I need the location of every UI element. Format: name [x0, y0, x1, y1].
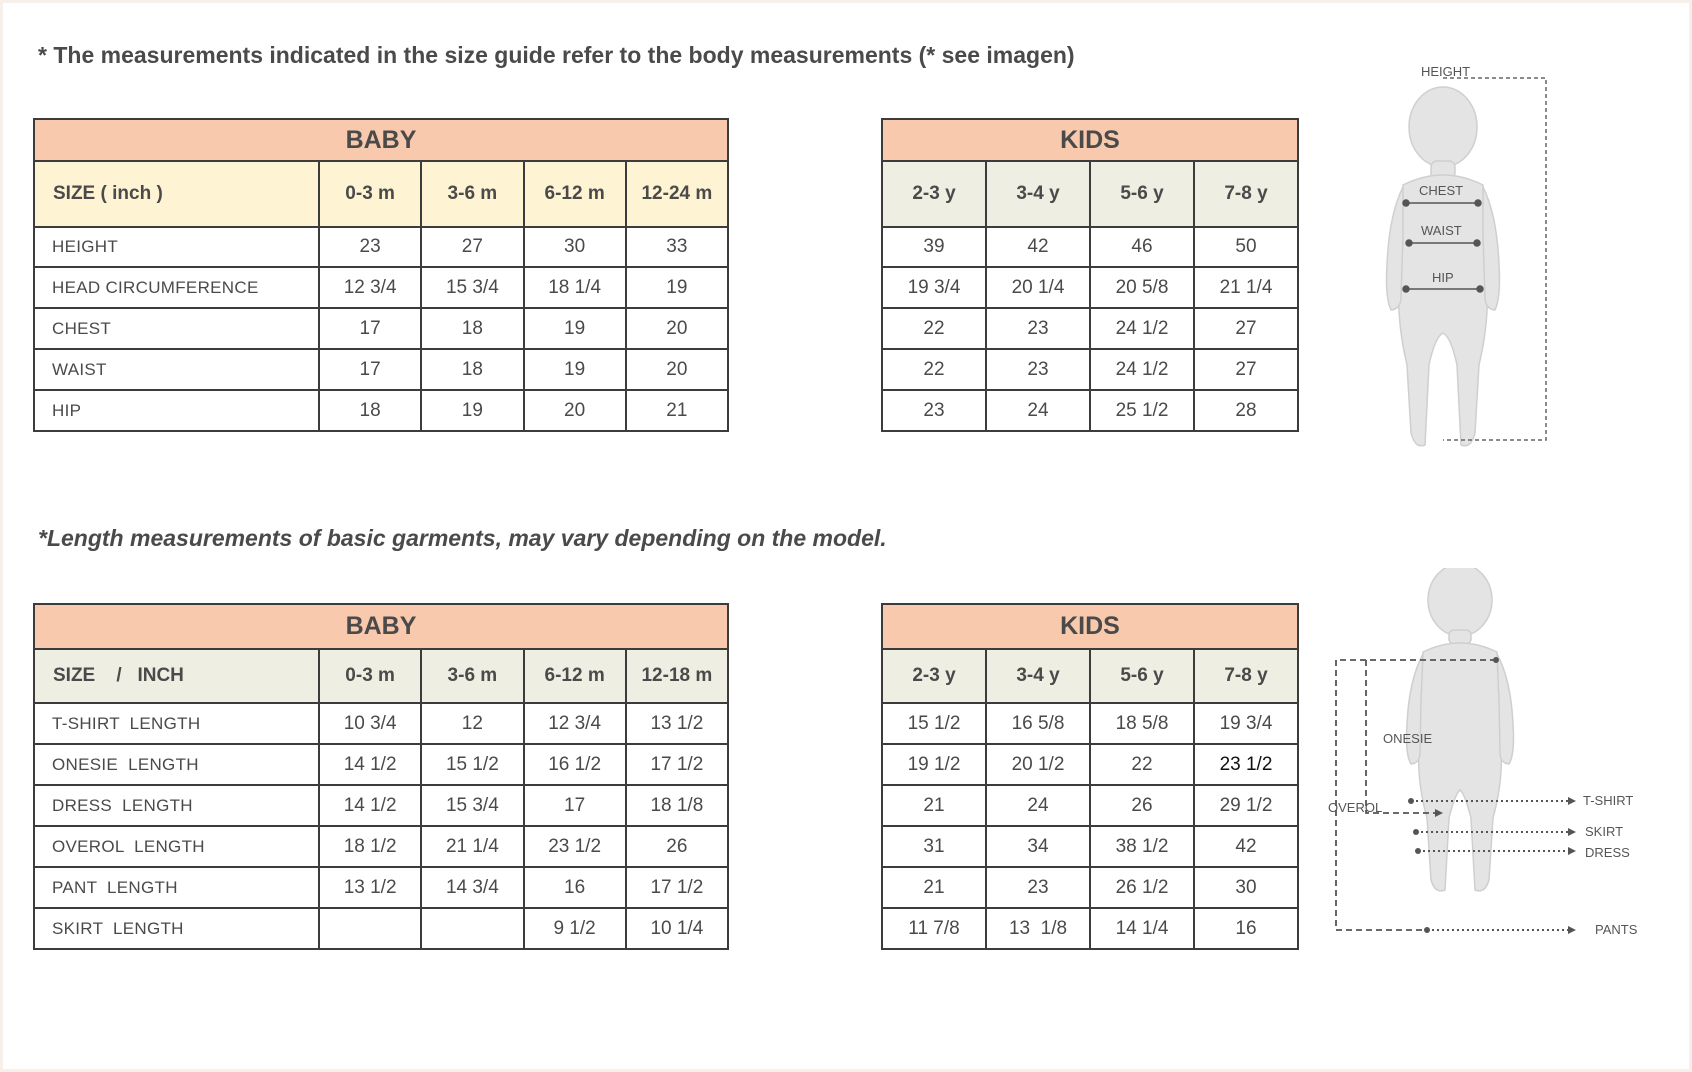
child-silhouette	[1387, 87, 1500, 446]
table-cell: 27	[1194, 349, 1298, 390]
table-row	[882, 267, 1298, 308]
size-column-label: SIZE / INCH	[34, 649, 319, 703]
table-cell: 14 1/2	[319, 744, 421, 785]
measurement-label: HIP	[34, 390, 319, 431]
table-cell: 21	[626, 390, 728, 431]
table-cell: 10 3/4	[319, 703, 421, 744]
garment-label: T-SHIRT LENGTH	[34, 703, 319, 744]
table-cell: 23	[986, 308, 1090, 349]
table-row	[882, 785, 1298, 826]
table-cell: 19 3/4	[882, 267, 986, 308]
table-cell: 19 1/2	[882, 744, 986, 785]
measurement-label: HEAD CIRCUMFERENCE	[34, 267, 319, 308]
table-cell: 20	[626, 349, 728, 390]
table-row	[34, 390, 728, 431]
table-cell: 18 1/4	[524, 267, 626, 308]
table-cell: 15 1/2	[882, 703, 986, 744]
length-measurements-note: *Length measurements of basic garments, may vary depending on the model.	[38, 525, 887, 551]
table-cell: 30	[1194, 867, 1298, 908]
table-cell: 42	[1194, 826, 1298, 867]
table-cell: 23	[319, 227, 421, 267]
table-row	[882, 744, 1298, 785]
table-cell: 21 1/4	[421, 826, 523, 867]
table-cell: 24 1/2	[1090, 349, 1194, 390]
measurement-label: WAIST	[34, 349, 319, 390]
size-header: 7-8 y	[1194, 649, 1298, 703]
garment-label: DRESS LENGTH	[34, 785, 319, 826]
table-cell: 22	[1090, 744, 1194, 785]
table-row	[882, 703, 1298, 744]
table-cell: 26 1/2	[1090, 867, 1194, 908]
table-row	[882, 227, 1298, 267]
table-cell: 14 1/4	[1090, 908, 1194, 949]
table-row	[34, 785, 728, 826]
table-cell: 11 7/8	[882, 908, 986, 949]
table-cell: 15 1/2	[421, 744, 523, 785]
table-cell: 19	[421, 390, 523, 431]
table-cell: 20 1/4	[986, 267, 1090, 308]
size-header: 3-6 m	[421, 649, 523, 703]
table-cell: 20 1/2	[986, 744, 1090, 785]
table-cell: 17 1/2	[626, 744, 728, 785]
table-cell: 23 1/2	[524, 826, 626, 867]
table-row	[882, 867, 1298, 908]
table-row	[882, 349, 1298, 390]
table-row	[34, 826, 728, 867]
table-title: BABY	[34, 119, 728, 161]
table-title: KIDS	[882, 119, 1298, 161]
table-cell: 21	[882, 785, 986, 826]
tshirt-label: T-SHIRT	[1583, 793, 1634, 808]
table-cell: 24	[986, 785, 1090, 826]
table-cell: 19 3/4	[1194, 703, 1298, 744]
table-cell	[319, 908, 421, 949]
table-cell: 34	[986, 826, 1090, 867]
hip-label: HIP	[1432, 270, 1454, 285]
size-header: 7-8 y	[1194, 161, 1298, 227]
table-cell: 18	[421, 308, 523, 349]
table-cell: 30	[524, 227, 626, 267]
size-header: 3-4 y	[986, 161, 1090, 227]
shoulder-point	[1493, 657, 1499, 663]
table-cell: 18 5/8	[1090, 703, 1194, 744]
table-cell: 50	[1194, 227, 1298, 267]
table-cell: 21 1/4	[1194, 267, 1298, 308]
table-row	[882, 908, 1298, 949]
size-header: 12-24 m	[626, 161, 728, 227]
table-cell: 29 1/2	[1194, 785, 1298, 826]
table-cell: 22	[882, 349, 986, 390]
table-cell: 31	[882, 826, 986, 867]
measurement-label: HEIGHT	[34, 227, 319, 267]
table-row	[34, 308, 728, 349]
dress-label: DRESS	[1585, 845, 1630, 860]
garment-label: OVEROL LENGTH	[34, 826, 319, 867]
table-cell: 17 1/2	[626, 867, 728, 908]
size-header: 12-18 m	[626, 649, 728, 703]
table-cell: 27	[1194, 308, 1298, 349]
garment-length-figure	[1323, 568, 1669, 968]
table-cell: 16 5/8	[986, 703, 1090, 744]
size-header: 2-3 y	[882, 161, 986, 227]
size-header: 3-4 y	[986, 649, 1090, 703]
size-header: 2-3 y	[882, 649, 986, 703]
skirt-label: SKIRT	[1585, 824, 1624, 839]
kids-length-table	[881, 603, 1299, 950]
table-cell: 18 1/2	[319, 826, 421, 867]
table-row	[882, 826, 1298, 867]
table-cell: 20	[626, 308, 728, 349]
size-header: 5-6 y	[1090, 649, 1194, 703]
table-cell: 19	[626, 267, 728, 308]
table-cell: 38 1/2	[1090, 826, 1194, 867]
table-cell: 14 1/2	[319, 785, 421, 826]
table-cell: 12 3/4	[524, 703, 626, 744]
table-cell: 28	[1194, 390, 1298, 431]
table-row	[34, 703, 728, 744]
table-cell: 13 1/8	[986, 908, 1090, 949]
measurement-label: CHEST	[34, 308, 319, 349]
table-row	[34, 267, 728, 308]
table-cell: 20	[524, 390, 626, 431]
table-row	[34, 867, 728, 908]
table-cell: 9 1/2	[524, 908, 626, 949]
table-cell: 10 1/4	[626, 908, 728, 949]
table-row	[34, 349, 728, 390]
table-cell: 16	[1194, 908, 1298, 949]
pants-arrow	[1424, 926, 1576, 934]
table-row	[34, 227, 728, 267]
table-cell	[421, 908, 523, 949]
table-cell: 23 1/2	[1194, 744, 1298, 785]
onesie-label: ONESIE	[1383, 731, 1433, 746]
table-cell: 19	[524, 349, 626, 390]
table-cell: 13 1/2	[319, 867, 421, 908]
table-cell: 33	[626, 227, 728, 267]
size-header: 0-3 m	[319, 649, 421, 703]
table-row	[34, 744, 728, 785]
table-cell: 17	[319, 308, 421, 349]
size-header: 5-6 y	[1090, 161, 1194, 227]
table-cell: 16 1/2	[524, 744, 626, 785]
size-header: 0-3 m	[319, 161, 421, 227]
baby-body-size-table	[33, 118, 729, 432]
garment-label: PANT LENGTH	[34, 867, 319, 908]
size-header: 3-6 m	[421, 161, 523, 227]
table-cell: 22	[882, 308, 986, 349]
table-cell: 20 5/8	[1090, 267, 1194, 308]
size-guide-page	[3, 3, 1689, 1069]
table-cell: 15 3/4	[421, 267, 523, 308]
table-cell: 18 1/8	[626, 785, 728, 826]
body-measurements-note: * The measurements indicated in the size guide refer to the body measurements (* see imagen)	[38, 42, 1075, 68]
table-cell: 46	[1090, 227, 1194, 267]
body-measurement-figure	[1363, 65, 1563, 455]
table-cell: 12 3/4	[319, 267, 421, 308]
table-cell: 16	[524, 867, 626, 908]
garment-label: SKIRT LENGTH	[34, 908, 319, 949]
pants-label: PANTS	[1595, 922, 1638, 937]
table-cell: 14 3/4	[421, 867, 523, 908]
table-cell: 21	[882, 867, 986, 908]
table-cell: 17	[319, 349, 421, 390]
table-cell: 18	[319, 390, 421, 431]
table-cell: 24	[986, 390, 1090, 431]
table-cell: 18	[421, 349, 523, 390]
table-cell: 26	[1090, 785, 1194, 826]
child-silhouette	[1407, 568, 1514, 891]
waist-label: WAIST	[1421, 223, 1462, 238]
table-cell: 23	[882, 390, 986, 431]
table-cell: 13 1/2	[626, 703, 728, 744]
garment-label: ONESIE LENGTH	[34, 744, 319, 785]
table-cell: 26	[626, 826, 728, 867]
table-cell: 17	[524, 785, 626, 826]
table-cell: 23	[986, 867, 1090, 908]
chest-label: CHEST	[1419, 183, 1464, 198]
overol-label: OVEROL	[1328, 800, 1383, 815]
height-label: HEIGHT	[1421, 65, 1471, 79]
kids-body-size-table	[881, 118, 1299, 432]
table-cell: 23	[986, 349, 1090, 390]
table-row	[882, 308, 1298, 349]
size-header: 6-12 m	[524, 161, 626, 227]
table-row	[34, 908, 728, 949]
table-cell: 27	[421, 227, 523, 267]
table-cell: 15 3/4	[421, 785, 523, 826]
table-title: BABY	[34, 604, 728, 649]
table-cell: 39	[882, 227, 986, 267]
size-column-label: SIZE ( inch )	[34, 161, 319, 227]
table-cell: 19	[524, 308, 626, 349]
table-cell: 25 1/2	[1090, 390, 1194, 431]
table-cell: 42	[986, 227, 1090, 267]
size-header: 6-12 m	[524, 649, 626, 703]
baby-length-table	[33, 603, 729, 950]
table-row	[882, 390, 1298, 431]
table-cell: 24 1/2	[1090, 308, 1194, 349]
table-cell: 12	[421, 703, 523, 744]
table-title: KIDS	[882, 604, 1298, 649]
